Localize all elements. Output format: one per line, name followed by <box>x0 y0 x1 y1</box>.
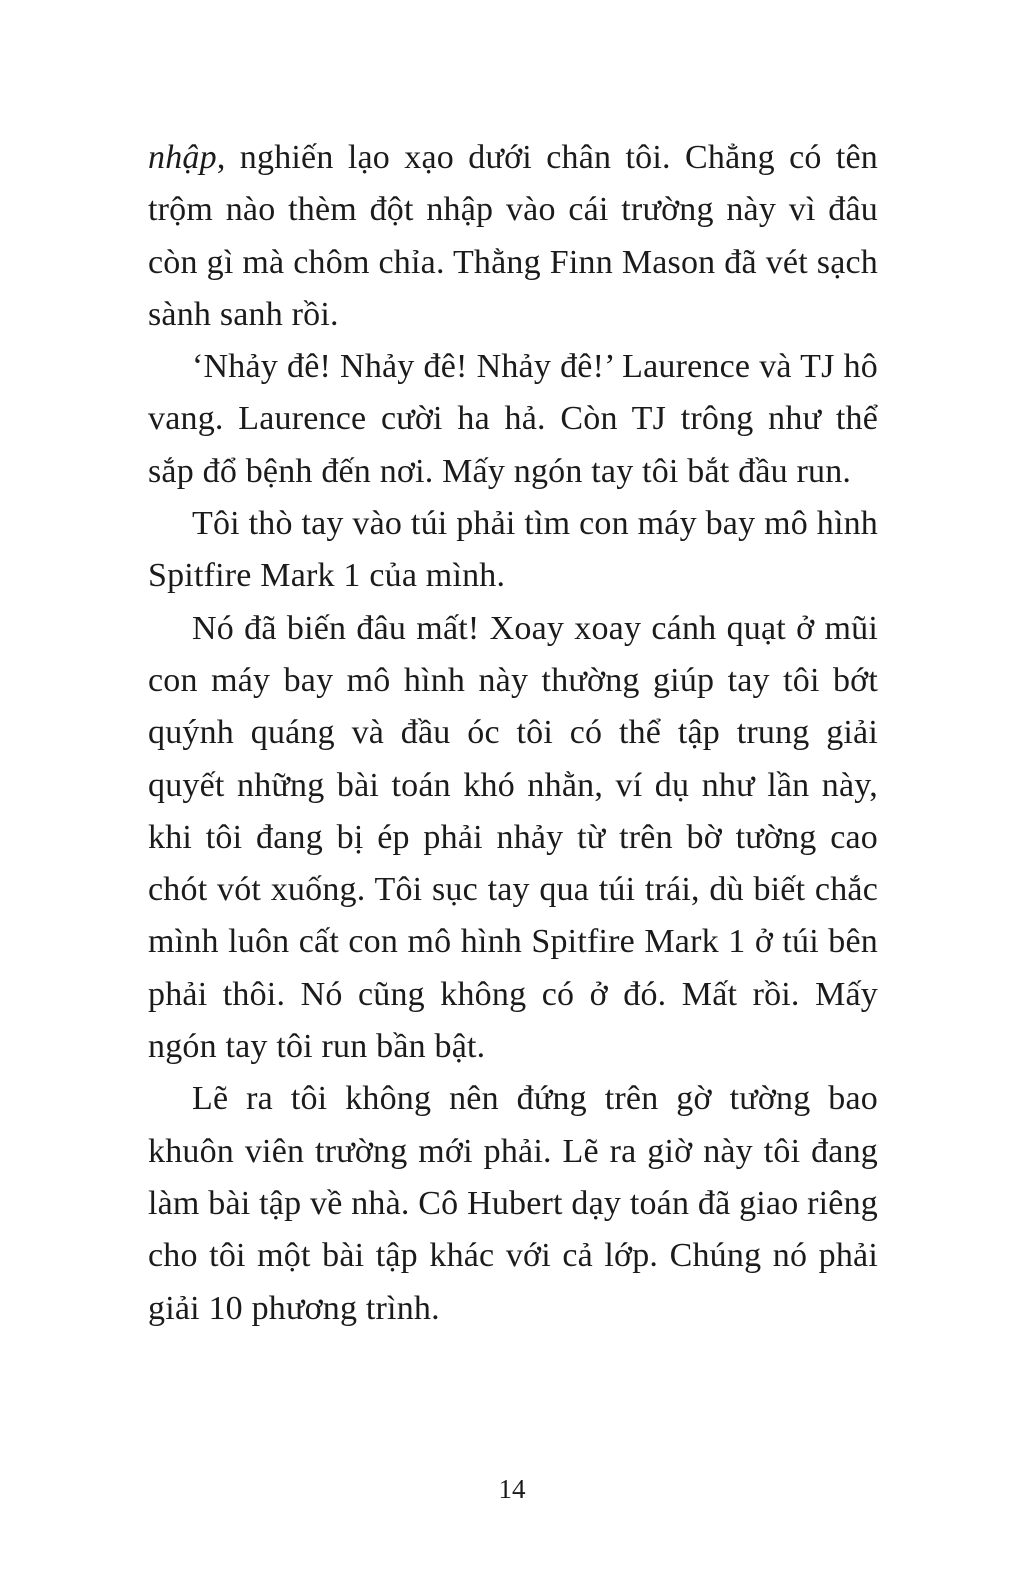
page-number: 14 <box>498 1474 526 1504</box>
paragraph: Tôi thò tay vào túi phải tìm con máy bay mô hình Spitfire Mark 1 của mình. <box>148 505 878 595</box>
paragraph: Lẽ ra tôi không nên đứng trên gờ tường bao khuôn viên trường mới phải. Lẽ ra giờ này tôi đang làm bài tập về nhà. Cô Hubert dạy toán đã giao riêng cho tôi một bài tập khác với cả lớp. Chúng nó phải giải 10 phương trình. <box>148 1080 878 1327</box>
paragraph <box>148 132 878 341</box>
text-block <box>148 132 878 1335</box>
paragraph-italic-lead: nhập <box>148 139 217 176</box>
paragraph: ‘Nhảy đê! Nhảy đê! Nhảy đê!’ Laurence và TJ hô vang. Laurence cười ha hả. Còn TJ trông như thể sắp đổ bệnh đến nơi. Mấy ngón tay tôi bắt đầu run. <box>148 348 878 490</box>
paragraph: Nó đã biến đâu mất! Xoay xoay cánh quạt ở mũi con máy bay mô hình này thường giúp tay tôi bớt quýnh quáng và đầu óc tôi có thể tập trung giải quyết những bài toán khó nhằn, ví dụ như lần này, khi tôi đang bị ép phải nhảy từ trên bờ tường cao chót vót xuống. Tôi sục tay qua túi trái, dù biết chắc mình luôn cất con mô hình Spitfire Mark 1 ở túi bên phải thôi. Nó cũng không có ở đó. Mất rồi. Mấy ngón tay tôi run bần bật. <box>148 609 878 1066</box>
paragraph-text: , nghiến lạo xạo dưới chân tôi. Chẳng có tên trộm nào thèm đột nhập vào cái trường này vì đâu còn gì mà chôm chỉa. Thằng Finn Mason đã vét sạch sành sanh rồi. <box>148 139 878 333</box>
